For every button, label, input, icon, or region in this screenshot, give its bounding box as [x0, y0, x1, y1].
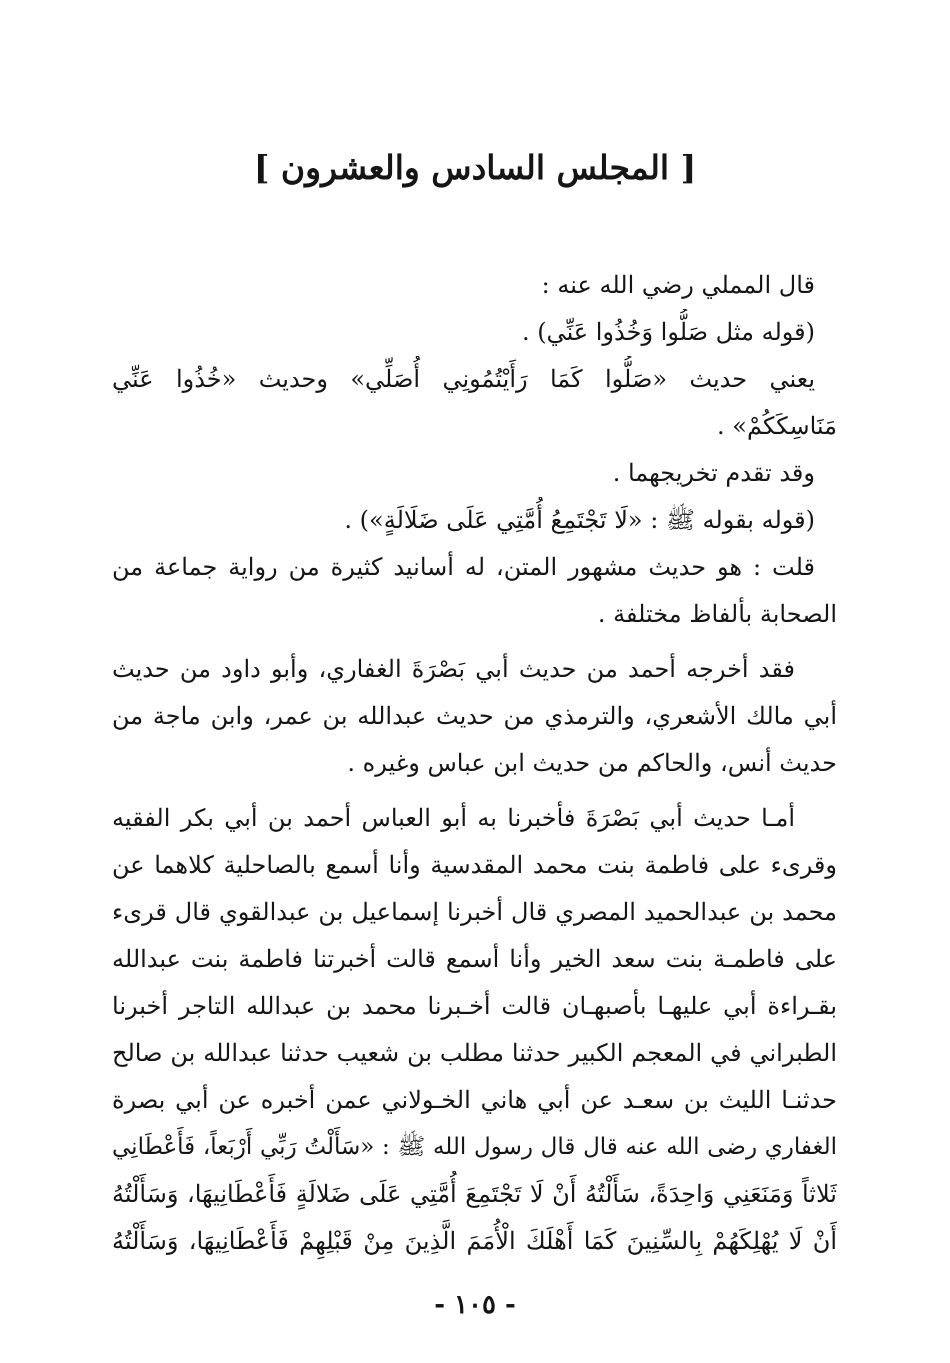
text-line: أبي مالك الأشعري، والترمذي من حديث عبدالله بن عمر، وابن ماجة من — [112, 702, 837, 730]
text-line: وقرىء على فاطمة بنت محمد المقدسية وأنا أسمع بالصاحلية كلاهما عن — [112, 851, 837, 879]
text-line: الطبراني في المعجم الكبير حدثنا مطلب بن شعيب حدثنا عبدالله بن صالح — [112, 1039, 837, 1067]
text-line: الغفاري رضى الله عنه قال قال رسول الله ﷺ : «سَأَلْتُ رَبِّي أَرْبَعاً، فَأَعْطَانِي — [112, 1134, 837, 1160]
text-line: فقد أخرجه أحمد من حديث أبي بَصْرَةَ الغفاري، وأبو داود من حديث — [112, 655, 795, 683]
text-line: (قوله مثل صَلُّوا وَخُذُوا عَنِّي) . — [521, 318, 815, 346]
text-line: يعني حديث «صَلُّوا كَمَا رَأَيْتُمُونِي أُصَلِّي» وحديث «خُذُوا عَنِّي — [112, 365, 815, 393]
text-line: ثَلاثاً وَمَنَعَنِي وَاحِدَةً، سَأَلْتُهُ أَنْ لَا تَجْتَمِعَ أُمَّتِي عَلَى ضَلالَةٍ فَأَعْطَانِيهَا، وَسَأَلْتُهُ — [112, 1180, 837, 1208]
text-line: أمـا حديث أبي بَصْرَةَ فأخبرنا به أبو العباس أحمد بن أبي بكر الفقيه — [112, 804, 795, 832]
text-line: حديث أنس، والحاكم من حديث ابن عباس وغيره . — [347, 749, 837, 777]
text-body — [112, 262, 837, 1265]
text-line: على فاطمـة بنت سعد الخير وأنا أسمع قالت أخبرتنا فاطمة بنت عبدالله — [112, 945, 837, 973]
page-number: - ١٠٥ - — [434, 1290, 516, 1320]
text-line: مَنَاسِكَكُمْ» . — [717, 412, 837, 440]
text-line: وقد تقدم تخريجهما . — [612, 459, 815, 487]
text-line: بقـراءة أبي عليهـا بأصبهـان قالت أخـبرنا محمد بن عبدالله التاجر أخبرنا — [112, 992, 837, 1020]
text-line: حدثنـا الليث بن سعـد عن أبي هاني الخـولاني عمن أخبره عن أبي بصرة — [112, 1086, 837, 1114]
text-line: الصحابة بألفاظ مختلفة . — [597, 600, 837, 628]
text-line: (قوله بقوله ﷺ : «لَا تَجْتَمِعُ أُمَّتِي عَلَى ضَلَالَةٍ») . — [344, 506, 815, 534]
text-line: قال المملي رضي الله عنه : — [541, 271, 815, 299]
paragraph-gap — [112, 638, 837, 646]
text-line: محمد بن عبدالحميد المصري قال أخبرنا إسماعيل بن عبدالقوي قال قرىء — [112, 898, 837, 926]
text-line: أَنْ لَا يُهْلِكَهُمْ بِالسِّنِينَ كَمَا أَهْلَكَ الْأُمَمَ الَّذِينَ مِنْ قَبْلِهِمْ فَأَعْطَانِيهَا، وَسَأَلْتُهُ — [112, 1227, 837, 1255]
text-line: قلت : هو حديث مشهور المتن، له أسانيد كثيرة من رواية جماعة من — [112, 553, 815, 581]
page-title: [ المجلس السادس والعشرون ] — [253, 148, 697, 187]
paragraph-gap — [112, 787, 837, 795]
